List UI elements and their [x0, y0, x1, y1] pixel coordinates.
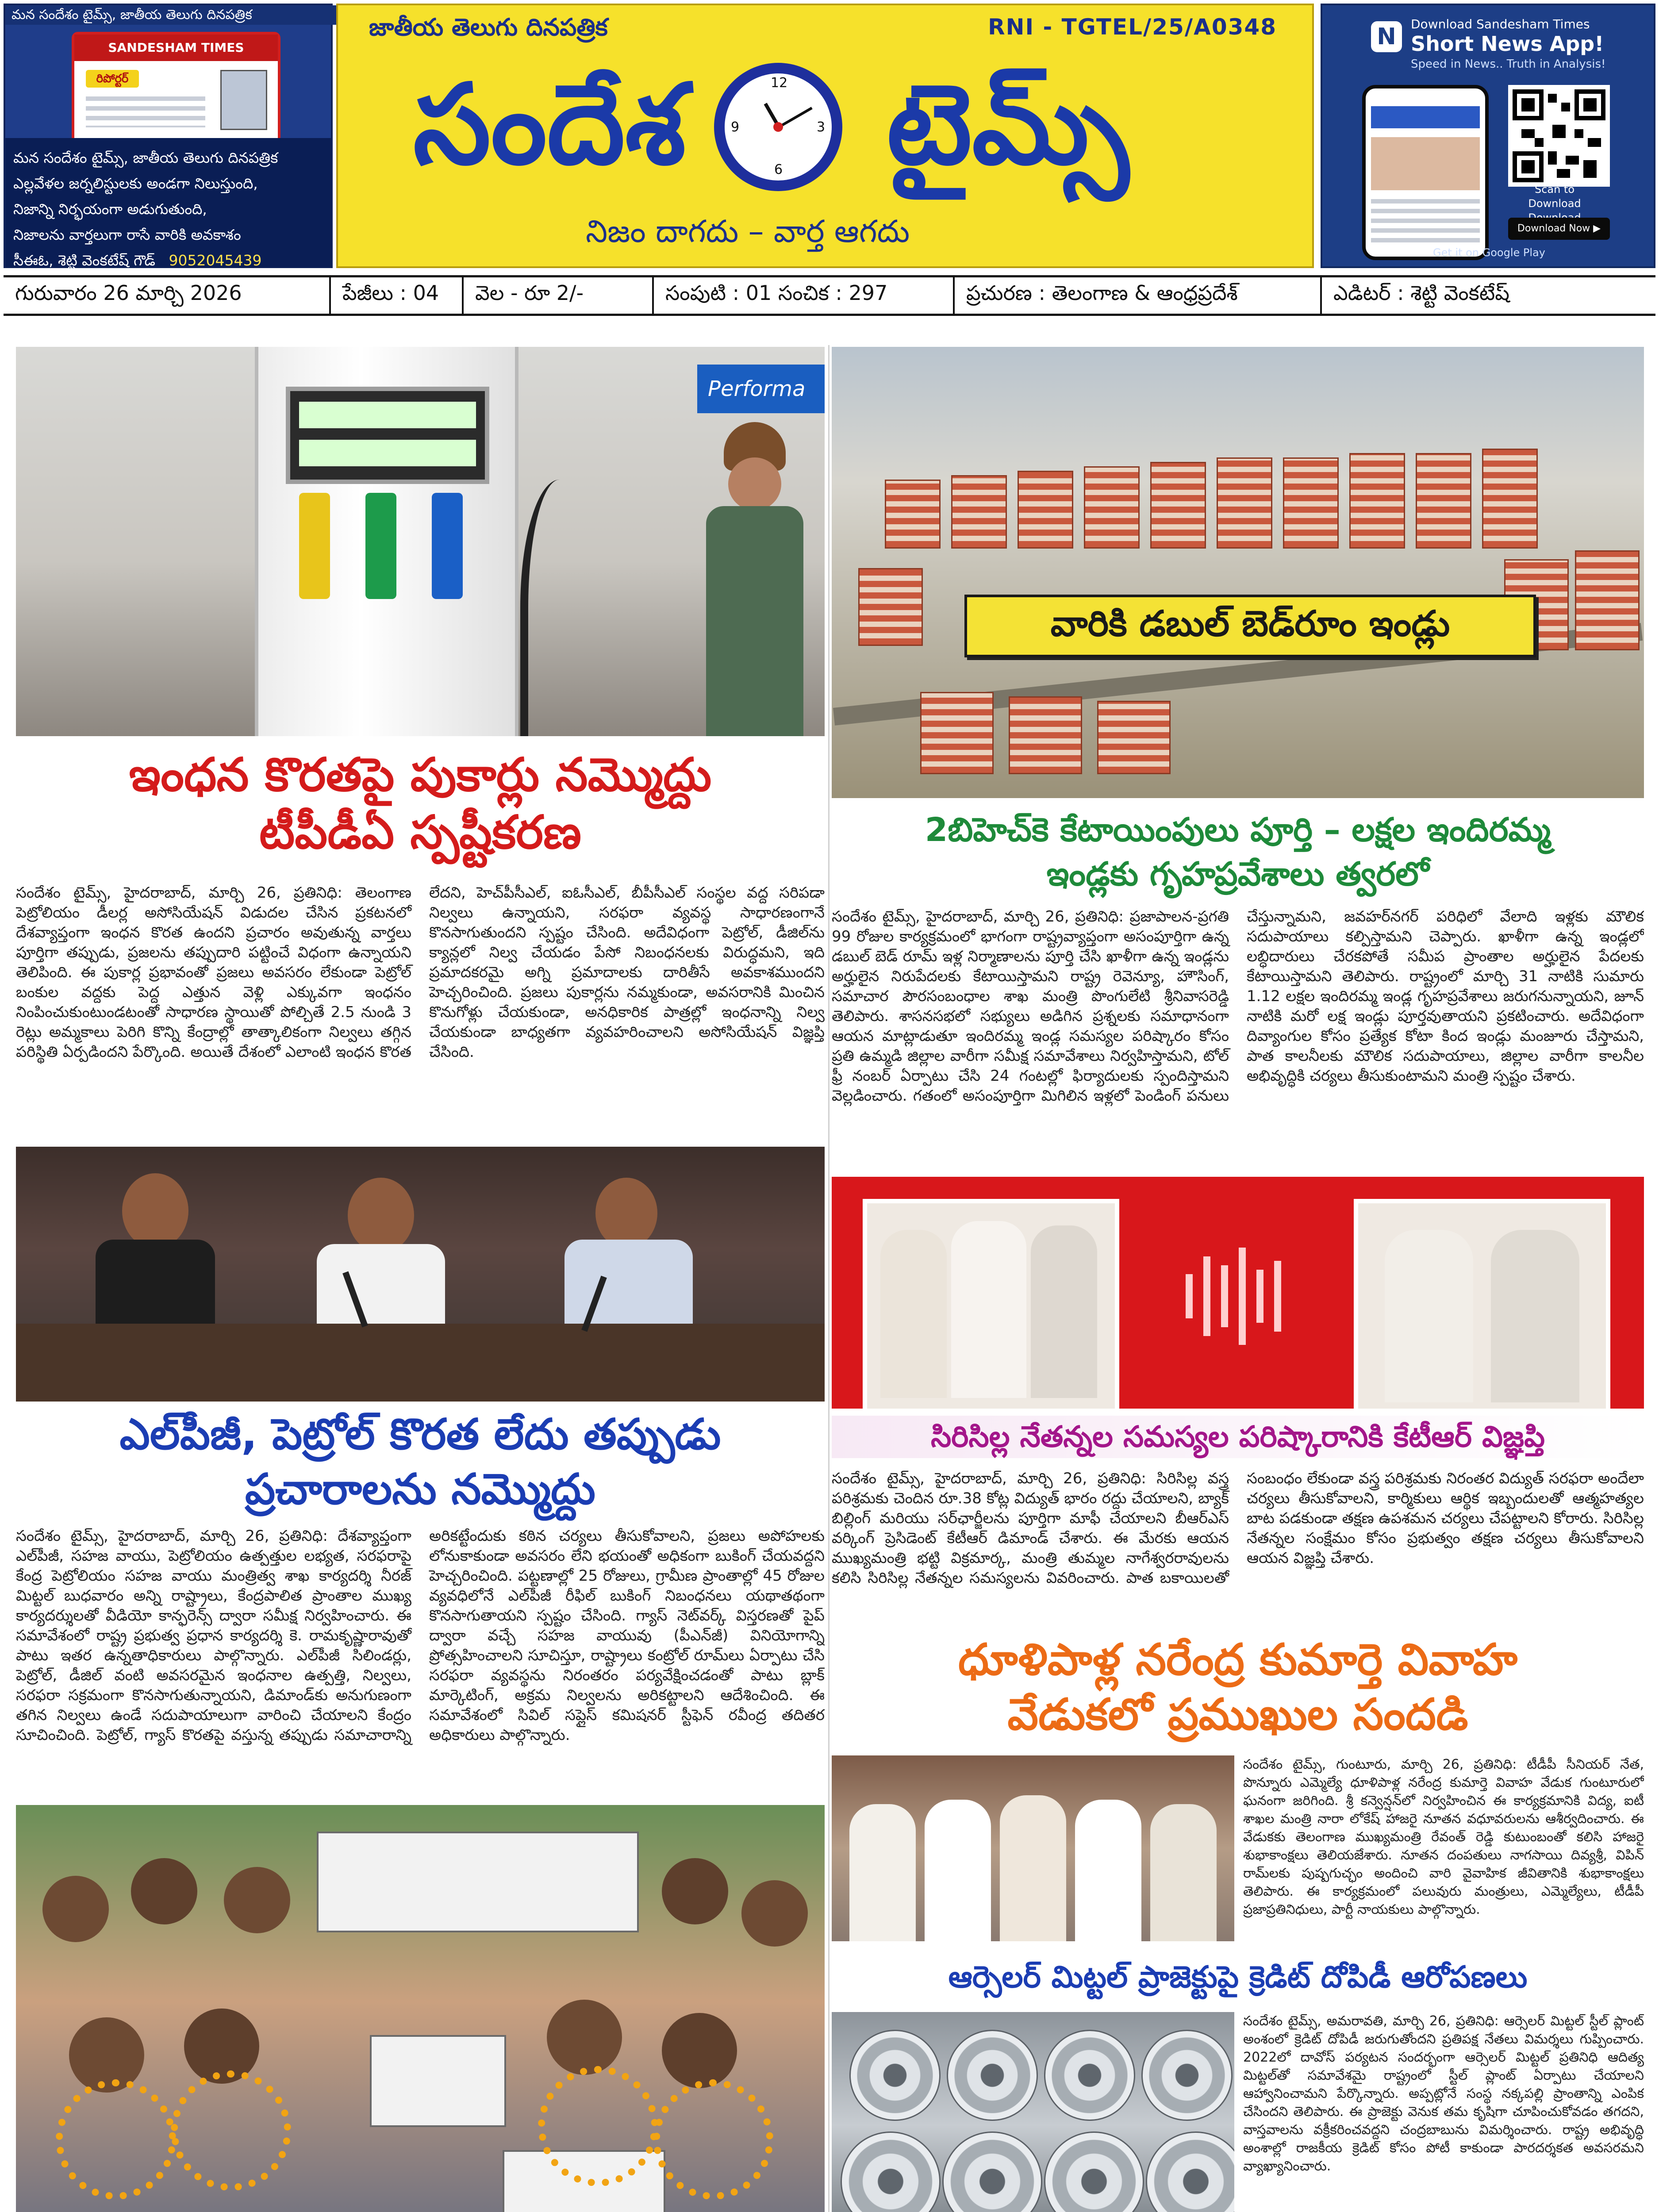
id-card-lines: [86, 96, 205, 127]
building: [1084, 466, 1140, 549]
coat: [706, 506, 803, 736]
ad-contact: [13, 248, 323, 273]
building: [951, 475, 1007, 549]
nozzle-yellow: [299, 493, 330, 599]
officials-meeting-photo: [16, 1147, 825, 1402]
clock-hub: [773, 122, 783, 132]
crowd-person: [662, 2013, 737, 2088]
ad-text-block: [5, 138, 331, 267]
fuel-pump-photo: [16, 347, 825, 736]
id-card-header: SANDESHAM TIMES: [74, 35, 278, 61]
building: [1018, 471, 1073, 549]
newspaper-name-right: టైమ్స్: [887, 60, 1129, 189]
flower-garland: [538, 2066, 658, 2186]
id-card-photo: [220, 70, 267, 130]
steel-coil: [849, 2030, 941, 2121]
headline-line: టీపీడీఏ స్పష్టీకరణ: [259, 805, 581, 859]
fuel-article-body: సందేశం టైమ్స్, హైదరాబాద్, మార్చి 26, ప్రతినిధి: తెలంగాణ పెట్రోలియం డీలర్ల అసోసియేషన్ విడుదల చేసిన ప్రకటనలో దేశవ్యాప్తంగా ఇంధన కొరత ఉందని ప్రచారం అవుతున్న వార్తలు పూర్తిగా తప్పుడు, ప్రజలను తప్పుదారి పట్టించే విధంగా ఉన్నాయని తెలిపింది. ఈ పుకార్ల ప్రభావంతో ప్రజలు అవసరం లేకుండా పెట్రోల్ బంకుల వద్దకు పెద్ద ఎత్తున వెళ్లి ఎక్కువగా ఇంధనం నింపించుకుంటుండటంతో సాధారణ స్థాయితో పోల్చితే 2.5 నుండి 3 రెట్లు అమ్మకాలు పెరిగి కొన్ని కేంద్రాల్లో తాత్కాలికంగా నిల్వలు తగ్గిన పరిస్థితి ఏర్పడిందని పేర్కొంది. అయితే దేశంలో ఎలాంటి ఇంధన కొరత లేదని, హెచ్‌పీసీఎల్, ఐఓసీఎల్, బీపీసీఎల్ సంస్థల వద్ద సరిపడా నిల్వలు ఉన్నాయని, సరఫరా వ్యవస్థ సాధారణంగానే కొనసాగుతుందని స్పష్టం చేసింది. అదేవిధంగా పెట్రోల్, డీజిల్‌ను క్యాన్లలో నిల్వ చేయడం పేసో నిబంధనలకు విరుద్ధమని, ఇది ప్రమాదకరమై అగ్ని ప్రమాదాలకు దారితీసే అవకాశముందని హెచ్చరించింది. ప్రజలు పుకార్లను నమ్మకుండా, అవసరానికి మించిన కొనుగోళ్లు చేయకుండా, అనధికారిక పాత్రల్లో ఇంధనాన్ని నిల్వ చేయకుండా బాధ్యతగా వ్యవహరించాలని అసోసియేషన్ విజ్ఞప్తి చేసింది.: [16, 884, 825, 1061]
head: [348, 1178, 414, 1253]
clock-tick: 6: [774, 162, 783, 177]
protest-rally-photo: [16, 1805, 825, 2212]
google-play-label[interactable]: Get it on Google Play: [1433, 246, 1545, 259]
face: [728, 457, 781, 511]
building: [1482, 449, 1538, 549]
person: [1385, 1230, 1473, 1402]
building: [1349, 453, 1405, 549]
app-ad-line3: Speed in News.. Truth in Analysis!: [1411, 58, 1606, 71]
pump-digits: [299, 402, 476, 428]
masthead-tagline: జాతీయ తెలుగు దినపత్రిక: [369, 13, 608, 41]
headline-line: ఇండ్లకు గృహప్రవేశాలు త్వరలో: [1046, 855, 1429, 893]
steel-coil: [1044, 2030, 1135, 2121]
guest: [1000, 1795, 1066, 1941]
clock-face: [725, 73, 832, 180]
housing-headline[interactable]: [832, 808, 1644, 896]
app-ad-line1: Download Sandesham Times: [1411, 17, 1590, 31]
nozzle-blue: [432, 493, 463, 599]
audio-wave: [1274, 1261, 1281, 1332]
arcelor-headline[interactable]: ఆర్సెలర్ మిట్టల్ ప్రాజెక్టుపై క్రెడిట్ దోపిడీ ఆరోపణలు: [948, 1960, 1528, 1995]
issue-date: గురువారం 26 మార్చి 2026: [4, 277, 331, 314]
scan-line: Scan to Download: [1528, 183, 1581, 210]
issue-editor: ఎడిటర్ : శెట్టి వెంకటేష్: [1333, 281, 1510, 305]
issue-volume: సంపుటి : 01 సంచిక : 297: [654, 277, 955, 314]
ad-line: ఎల్లవేళల జర్నలిస్టులకు అండగా నిలుస్తుంది,: [13, 175, 258, 192]
station-sign: Performa: [697, 365, 825, 413]
qr-code-icon[interactable]: [1508, 85, 1610, 187]
clock-tick: 12: [771, 75, 788, 91]
protest-placard: [370, 2035, 506, 2127]
steel-coil: [1146, 2131, 1234, 2212]
steel-coil: [841, 2131, 941, 2212]
app-ad-line2: Short News App!: [1411, 32, 1604, 56]
steel-coils-photo: [832, 2012, 1234, 2212]
building: [885, 480, 941, 549]
person: [1491, 1230, 1579, 1402]
reporter-id-card: [72, 32, 280, 152]
phone-news-image: [1371, 137, 1480, 190]
ad-phone[interactable]: 9052045439: [169, 252, 262, 269]
headline-line: 2బిహెచ్‌కె కేటాయింపులు పూర్తి – లక్షల ఇందిరమ్మ: [925, 811, 1551, 849]
protest-banner: [317, 1832, 639, 1932]
ktr-photo-right: [1354, 1199, 1610, 1409]
housing-aerial-photo: [832, 347, 1644, 798]
qr-code-graphic: [1513, 89, 1605, 182]
ad-contact-name: సీఈఓ, శెట్టి వెంకటేష్ గౌడ్: [13, 252, 155, 269]
issue-pages: పేజీలు : 04: [331, 277, 464, 314]
ktr-meeting-photo: [832, 1177, 1644, 1409]
flower-garland: [653, 2079, 773, 2200]
guest: [925, 1800, 991, 1941]
headline-line: ఇంధన కొరతపై పుకార్లు నమ్మొద్దు: [129, 748, 712, 802]
download-now-button[interactable]: Download Now ▶: [1508, 218, 1610, 240]
headline-line: ఎల్‌పీజీ, పెట్రోల్ కొరత లేదు తప్పుడు: [119, 1409, 721, 1459]
building: [1575, 550, 1640, 650]
clock-icon: [714, 63, 842, 191]
building: [1217, 457, 1272, 549]
lpg-headline[interactable]: [16, 1407, 825, 1517]
person: [951, 1221, 1026, 1398]
id-card-role: రిపోర్టర్: [86, 70, 139, 88]
flower-garland: [171, 2070, 291, 2191]
pump-display: [286, 387, 489, 484]
newspaper-name-left: సందేశ: [413, 60, 686, 189]
crowd-person: [131, 1858, 197, 1924]
building: [1283, 457, 1339, 549]
rni-number: RNI - TGTEL/25/A0348: [988, 14, 1277, 40]
audio-wave: [1239, 1248, 1246, 1345]
audio-wave: [1186, 1274, 1193, 1318]
pump-digits: [299, 440, 476, 466]
building: [1009, 696, 1082, 774]
newspaper-masthead: [336, 4, 1314, 268]
person: [880, 1230, 947, 1398]
wedding-article-body: సందేశం టైమ్స్, గుంటూరు, మార్చి 26, ప్రతినిధి: టీడీపీ సీనియర్ నేత, పొన్నూరు ఎమ్మెల్యే ధూళిపాళ్ల నరేంద్ర కుమార్తె వివాహ వేడుక గుంటూరులో ఘనంగా జరిగింది. శ్రీ కన్వెన్షన్‌లో నిర్వహించిన ఈ కార్యక్రమానికి విద్య, ఐటీ శాఖల మంత్రి నారా లోకేష్ హాజరై నూతన వధూవరులను ఆశీర్వదించారు. ఈ వేడుకకు తెలంగాణ ముఖ్యమంత్రి రేవంత్ రెడ్డి కుటుంబంతో కలిసి హాజరై శుభాకాంక్షలు తెలియజేశారు. నూతన దంపతులు నాగసాయి దివ్యశ్రీ, విపిన్ రామ్‌లకు పుష్పగుచ్ఛం అందించి వారి వైవాహిక జీవితానికి శుభాకాంక్షలు తెలిపారు. ఈ కార్యక్రమంలో పలువురు మంత్రులు, ఎమ్మెల్యేలు, టీడీపీ ప్రజాప్రతినిధులు, పార్టీ నాయకులు పాల్గొన్నారు.: [1243, 1757, 1644, 1917]
steel-coil: [947, 2030, 1038, 2121]
wedding-photo: [832, 1755, 1234, 1941]
steel-coil: [1044, 2131, 1144, 2212]
issue-info-bar: [4, 275, 1655, 316]
head: [595, 1178, 657, 1248]
crowd-person: [662, 1858, 728, 1924]
phone-app-bar: [1371, 106, 1480, 128]
clock-tick: 3: [817, 119, 826, 135]
audio-wave: [1203, 1256, 1210, 1336]
ad-line: నిజాన్ని నిర్భయంగా అడుగుతుంది,: [13, 200, 207, 218]
issue-circulation: ప్రచురణ : తెలంగాణ & ఆంధ్రప్రదేశ్: [955, 277, 1322, 314]
ad-top-line: మన సందేశం టైమ్స్, జాతీయ తెలుగు దినపత్రిక: [5, 5, 337, 25]
guest: [849, 1804, 916, 1941]
conference-table: [16, 1324, 825, 1402]
pump-hose: [520, 480, 599, 736]
column-divider: [828, 345, 830, 2212]
head: [122, 1173, 188, 1248]
guest: [1150, 1804, 1217, 1941]
ad-line: నిజాలను వార్తలుగా రాసే వారికి అవకాశం: [13, 226, 241, 243]
housing-article-body: సందేశం టైమ్స్, హైదరాబాద్, మార్చి 26, ప్రతినిధి: ప్రజాపాలన-ప్రగతి 99 రోజుల కార్యక్రమంలో భాగంగా రాష్ట్రవ్యాప్తంగా అసంపూర్తిగా ఉన్న డబుల్ బెడ్ రూమ్ ఇళ్ల నిర్మాణాలను పూర్తి చేసి ఖాళీగా ఉన్న ఇండ్లను అర్హులైన నిరుపేదలకు కేటాయిస్తామని రాష్ట్ర రెవెన్యూ, హౌసింగ్, సమాచార పౌరసంబంధాల శాఖ మంత్రి పొంగులేటి శ్రీనివాసరెడ్డి తెలిపారు. శాసనసభలో సభ్యులు అడిగిన ప్రశ్నలకు సమాధానంగా ఆయన మాట్లాడుతూ ఇందిరమ్మ ఇండ్ల సమస్యల పరిష్కారం కోసం ప్రతి ఉమ్మడి జిల్లాల వారీగా సమీక్ష సమావేశాలు నిర్వహిస్తామని, టోల్ ఫ్రీ నంబర్ ఏర్పాటు చేసి 24 గంటల్లో ఫిర్యాదులకు స్పందిస్తామని వెల్లడించారు. గతంలో అసంపూర్తిగా మిగిలిన ఇళ్లలో పెండింగ్ పనులు చేస్తున్నామని, జవహర్‌నగర్ పరిధిలో వేలాది ఇళ్లకు మౌలిక సదుపాయాలు కల్పిస్తామని చెప్పారు. ఖాళీగా ఉన్న ఇండ్లలో లబ్ధిదారులు చేరకపోతే సమీప ప్రాంతాల అర్హులైన పేదలకు కేటాయిస్తామని తెలిపారు. రాష్ట్రంలో మార్చి 31 నాటికి సుమారు 1.12 లక్షల ఇందిరమ్మ ఇండ్ల గృహప్రవేశాలు జరుగనున్నాయని, జూన్ నాటికి మరో లక్ష ఇండ్లు పూర్తవుతాయని ప్రకటించారు. అదేవిధంగా దివ్యాంగుల కోసం ప్రత్యేక కోటా కింద ఇండ్లు మంజూరు చేస్తామని, పాత కాలనీలకు మౌలిక సదుపాయాలు, జిల్లాల వారీగా కాలనీల అభివృద్ధికి చర్యలు తీసుకుంటామని మంత్రి స్పష్టం చేశారు.: [832, 908, 1644, 1105]
man-in-cap: [706, 422, 803, 736]
person: [1031, 1225, 1097, 1398]
phone-news-lines: [1371, 199, 1480, 243]
building: [1097, 701, 1171, 774]
steel-coil: [942, 2131, 1042, 2212]
housing-photo-caption: వారికి డబుల్ బెడ్‌రూం ఇండ్లు: [964, 595, 1536, 657]
flower-garland: [56, 2079, 176, 2200]
crowd-person: [547, 2000, 622, 2075]
crowd-person: [741, 1880, 808, 1947]
headline-line: ధూళిపాళ్ల నరేంద్ర కుమార్తె వివాహ: [958, 1635, 1518, 1685]
audio-wave: [1256, 1270, 1263, 1323]
steel-coil: [1141, 2030, 1233, 2121]
guest: [1075, 1800, 1141, 1941]
app-logo-icon: N: [1371, 21, 1402, 52]
building: [858, 568, 923, 646]
headline-line: ప్రచారాలను నమ్మొద్దు: [245, 1464, 595, 1514]
building: [920, 692, 994, 774]
crowd-person: [224, 1867, 290, 1933]
wedding-headline[interactable]: [832, 1632, 1644, 1742]
arcelor-article-body: సందేశం టైమ్స్, అమరావతి, మార్చి 26, ప్రతినిధి: ఆర్సెలర్ మిట్టల్ స్టీల్ ప్లాంట్ అంశంలో క్రెడిట్ దోపిడీ జరుగుతోందని ప్రతిపక్ష నేతలు విమర్శలు గుప్పించారు. 2022లో దావోస్ పర్యటన సందర్భంగా ఆర్సెలర్ మిట్టల్ ప్రతినిధి ఆదిత్య మిట్టల్‌తో సమావేశమై రాష్ట్రంలో స్టీల్ ప్లాంట్ ఏర్పాటు చేయాలని ఆహ్వానించామని పేర్కొన్నారు. అప్పట్లోనే సంస్థ నక్కపల్లి ప్రాంతాన్ని ఎంపిక చేసిందని తెలిపారు. ఈ ప్రాజెక్టు వెనుక తమ కృషిగా చూపించుకోవడం తగదని, వాస్తవాలను వక్రీకరించవద్దని చంద్రబాబును విమర్శించారు. రాష్ట్ర అభివృద్ధి అంశాల్లో రాజకీయ క్రెడిట్ కోసం పోటీ కాకుండా పారదర్శకత అవసరమని వ్యాఖ్యానించారు.: [1243, 2013, 1644, 2174]
ktr-headline[interactable]: సిరిసిల్ల నేతన్నల సమస్యల పరిష్కారానికి కేటీఆర్ విజ్ఞప్తి: [832, 1416, 1644, 1458]
ad-line: మన సందేశం టైమ్స్, జాతీయ తెలుగు దినపత్రిక: [13, 149, 278, 166]
crowd-person: [42, 1876, 109, 1942]
ktr-photo-left: [863, 1199, 1119, 1409]
fuel-headline[interactable]: [16, 746, 825, 861]
headline-line: వేడుకలో ప్రముఖుల సందడి: [1007, 1690, 1468, 1740]
ktr-article-body: సందేశం టైమ్స్, హైదరాబాద్, మార్చి 26, ప్రతినిధి: సిరిసిల్ల వస్త్ర పరిశ్రమకు చెందిన రూ.38 కోట్ల విద్యుత్ భారం రద్దు చేయాలని, బ్యాక్ బిల్లింగ్ మరియు సర్‌ఛార్జీలను పూర్తిగా మాఫీ చేయాలని బీఆర్‌ఎస్ వర్కింగ్ ప్రెసిడెంట్ కేటీఆర్ డిమాండ్ చేశారు. ఈ మేరకు ఆయన ముఖ్యమంత్రి భట్టి విక్రమార్క, మంత్రి తుమ్మల నాగేశ్వరరావులను కలిసి సిరిసిల్ల నేతన్నల సమస్యలను వివరించారు. పాత బకాయిలతో సంబంధం లేకుండా వస్త్ర పరిశ్రమకు నిరంతర విద్యుత్ సరఫరా అందేలా చర్యలు తీసుకోవాలని, కార్మికులు ఆర్థిక ఇబ్బందులతో ఆత్మహత్యల బాట పడకుండా తక్షణ ఉపశమన చర్యలు చేపట్టాలని కోరారు. సిరిసిల్ల నేతన్నల సంక్షేమం కోసం ప్రభుత్వం తక్షణ చర్యలు తీసుకోవాలని ఆయన విజ్ఞప్తి చేశారు.: [832, 1470, 1644, 1587]
lpg-article-body: సందేశం టైమ్స్, హైదరాబాద్, మార్చి 26, ప్రతినిధి: దేశవ్యాప్తంగా ఎల్‌పీజీ, సహజ వాయు, పెట్రోలియం ఉత్పత్తుల లభ్యత, సరఫరాపై కేంద్ర పెట్రోలియం సహజ వాయు మంత్రిత్వ శాఖ కార్యదర్శి నీరజ్ మిట్టల్ బుధవారం అన్ని రాష్ట్రాలు, కేంద్రపాలిత ప్రాంతాల ముఖ్య కార్యదర్శులతో వీడియో కాన్ఫరెన్స్ ద్వారా సమీక్ష నిర్వహించారు. ఈ సమావేశంలో రాష్ట్ర ప్రభుత్వ ప్రధాన కార్యదర్శి కె. రామకృష్ణారావుతో పాటు ఇతర ఉన్నతాధికారులు పాల్గొన్నారు. ఎల్‌పీజీ సిలిండర్లు, పెట్రోల్, డీజిల్ వంటి అవసరమైన ఇంధనాల ఉత్పత్తి, నిల్వలు, సరఫరా సక్రమంగా కొనసాగుతున్నాయని, డిమాండ్‌కు అనుగుణంగా తగిన నిల్వలు ఉండే సదుపాయాలుగా వారించి చేయాలని కేంద్రం సూచించింది. పెట్రోల్, గ్యాస్ కొరతపై వస్తున్న తప్పుడు సమాచారాన్ని అరికట్టేందుకు కఠిన చర్యలు తీసుకోవాలని, ప్రజలు అపోహలకు లోనుకాకుండా అవసరం లేని భయంతో అధికంగా బుకింగ్ చేయవద్దని హెచ్చరించింది. పట్టణాల్లో 25 రోజులు, గ్రామీణ ప్రాంతాల్లో 45 రోజుల వ్యవధిలోనే ఎల్‌పీజీ రీఫిల్ బుకింగ్ నిబంధనలు యథాతథంగా కొనసాగుతాయని స్పష్టం చేసింది. గ్యాస్ నెట్‌వర్క్ విస్తరణతో పైప్ ద్వారా వచ్చే సహజ వాయువు (పీఎన్‌జీ) వినియోగాన్ని ప్రోత్సహించాలని సూచిస్తూ, రాష్ట్రాలు కంట్రోల్ రూమ్‌లు ఏర్పాటు చేసి సరఫరా వ్యవస్థను నిరంతరం పర్యవేక్షించడంతో పాటు బ్లాక్ మార్కెటింగ్, అక్రమ నిల్వలను అరికట్టాలని ఆదేశించింది. ఈ సమావేశంలో సివిల్ సప్లైస్ కమిషనర్ స్టీఫెన్ రవీంద్ర తదితర అధికారులు పాల్గొన్నారు.: [16, 1527, 825, 1744]
app-download-ad[interactable]: [1321, 4, 1655, 268]
reporter-recruitment-ad[interactable]: [4, 4, 333, 268]
audio-wave: [1221, 1265, 1228, 1327]
nozzle-green: [365, 493, 396, 599]
building: [1150, 462, 1206, 549]
phone-mockup: [1362, 85, 1489, 260]
clock-tick: 9: [731, 119, 740, 135]
issue-price: వెల - రూ 2/-: [464, 277, 654, 314]
masthead-motto: నిజం దాగదు – వార్త ఆగదు: [586, 213, 910, 250]
building: [1416, 453, 1471, 549]
